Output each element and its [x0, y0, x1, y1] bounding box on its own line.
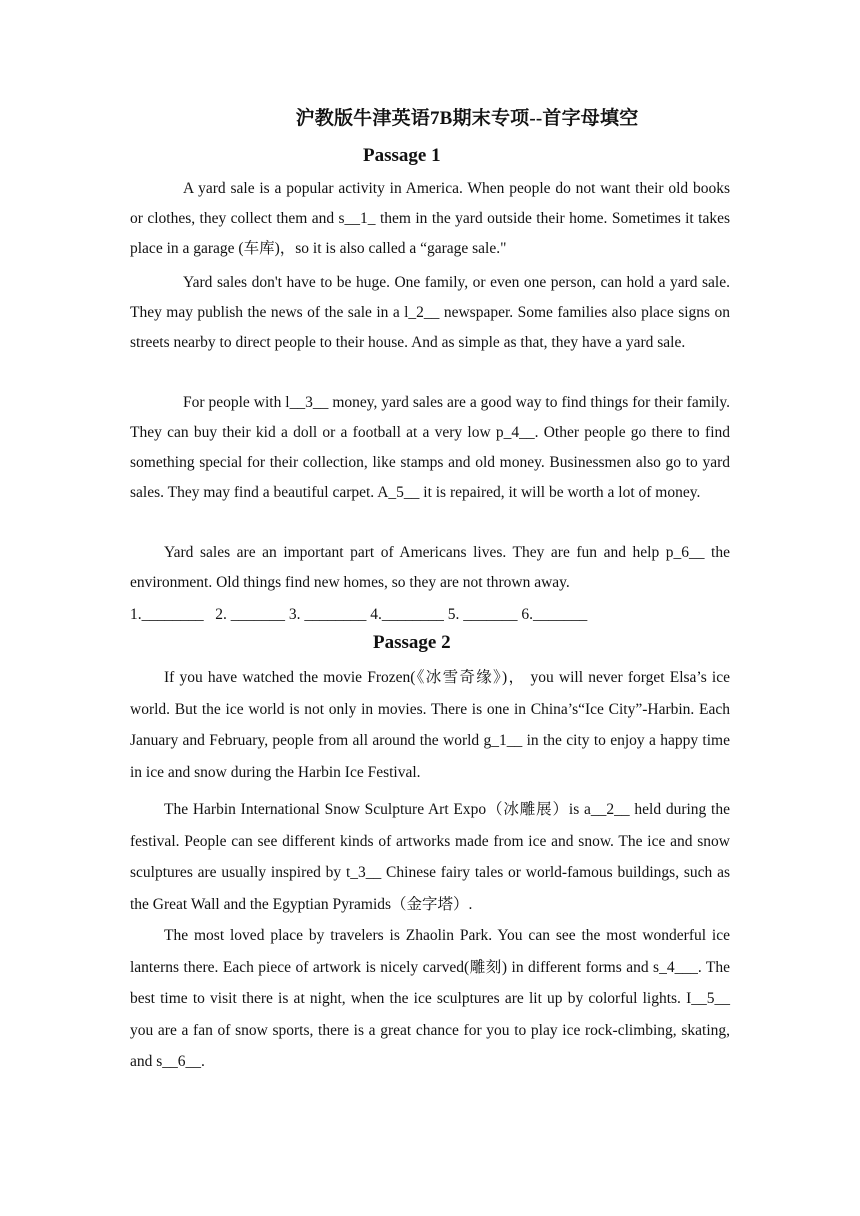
passage-1-paragraph: Yard sales don't have to be huge. One family, or even one person, can hold a yard sale. They may publish the news of the sale in a l_2__ newspaper. Some families also place signs on streets nearby to direct people to their house. And as simple as that, they have a yard sale. — [130, 274, 730, 351]
passage-1-heading: Passage 1 — [363, 145, 441, 166]
answer-blanks-line: 1.________ 2. _______ 3. ________ 4.________ 5. _______ 6._______ — [130, 606, 588, 623]
document-title: 沪教版牛津英语7B期末专项--首字母填空 — [295, 108, 639, 129]
passage-2-heading: Passage 2 — [373, 632, 451, 653]
passage-2-paragraph: The Harbin International Snow Sculpture Art Expo（冰雕展）is a__2__ held during the festival. People can see different kinds of artworks made from ice and snow. The ice and snow sculptures are usually inspired by t_3__ Chinese fairy tales or world-famous buildings, such as the Great Wall and the Egyptian Pyramids（金字塔）. — [130, 801, 730, 913]
passage-1-paragraph: Yard sales are an important part of Americans lives. They are fun and help p_6__ the environment. Old things find new homes, so they are not thrown away. — [130, 544, 730, 591]
passage-2-paragraph: If you have watched the movie Frozen(《冰雪奇缘》)， you will never forget Elsa’s ice world. But the ice world is not only in movies. There is one in China’s“Ice City”-Harbin. Each January and February, people from all around the world g_1__ in the city to enjoy a happy time in ice and snow during the Harbin Ice Festival. — [130, 669, 730, 781]
passage-2-paragraph: The most loved place by travelers is Zhaolin Park. You can see the most wonderful ice lanterns there. Each piece of artwork is nicely carved(雕刻) in different forms and s_4___. The best time to visit there is at night, when the ice sculptures are lit up by colorful lights. I__5__ you are a fan of snow sports, there is a great chance for you to play ice rock-climbing, skating, and s__6__. — [130, 927, 730, 1070]
passage-1-paragraph: A yard sale is a popular activity in America. When people do not want their old books or clothes, they collect them and s__1_ them in the yard outside their home. Sometimes it takes place in a garage (车库)，so it is also called a “garage sale." — [130, 180, 730, 257]
passage-1-paragraph: For people with l__3__ money, yard sales are a good way to find things for their family. They can buy their kid a doll or a football at a very low p_4__. Other people go there to find something special for their collection, like stamps and old money. Businessmen also go to yard sales. They may find a beautiful carpet. A_5__ it is repaired, it will be worth a lot of money. — [130, 394, 730, 501]
